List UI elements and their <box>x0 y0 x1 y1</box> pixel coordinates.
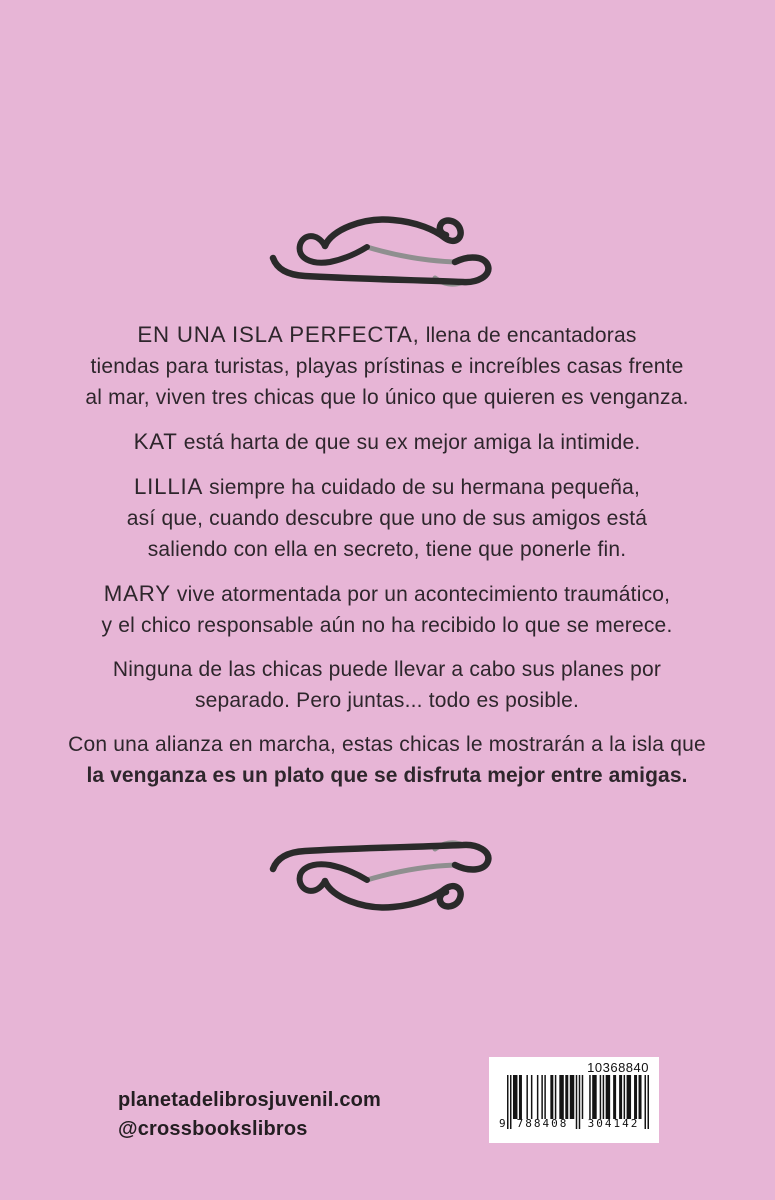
character-name: LILLIA <box>134 474 204 499</box>
synopsis-paragraph <box>37 578 737 641</box>
barcode-label <box>489 1057 659 1143</box>
body-line: y el chico responsable aún no ha recibido lo que se merece. <box>101 614 673 637</box>
barcode-digit-group2: 304142 <box>587 1117 640 1130</box>
synopsis-paragraph <box>37 319 737 413</box>
barcode-digit-group1: 788408 <box>516 1117 569 1130</box>
body-line: LILLIA siempre ha cuidado de su hermana pequeña, <box>134 474 640 499</box>
barcode-sku: 10368840 <box>587 1060 649 1075</box>
body-line: así que, cuando descubre que uno de sus amigos está <box>126 507 648 530</box>
footer <box>118 1086 381 1144</box>
synopsis-paragraph <box>37 471 737 565</box>
body-line: KAT está harta de que su ex mejor amiga la intimide. <box>133 429 641 454</box>
body-line: separado. Pero juntas... todo es posible. <box>194 689 580 712</box>
body-line: MARY vive atormentada por un acontecimiento traumático, <box>103 581 671 606</box>
synopsis-paragraph <box>37 729 737 791</box>
flourish-ornament-bottom <box>267 833 507 915</box>
synopsis-paragraph <box>37 654 737 716</box>
character-name: KAT <box>133 429 178 454</box>
body-line: EN UNA ISLA PERFECTA, llena de encantadoras <box>137 322 637 347</box>
body-line: al mar, viven tres chicas que lo único que quieren es venganza. <box>85 386 689 409</box>
website-url: planetadelibrosjuvenil.com <box>118 1089 382 1111</box>
character-name: MARY <box>103 581 171 606</box>
barcode-digits <box>499 1117 649 1130</box>
body-line: Con una alianza en marcha, estas chicas le mostrarán a la isla que <box>68 733 706 756</box>
body-line: tiendas para turistas, playas prístinas e increíbles casas frente <box>90 355 684 378</box>
synopsis-paragraph <box>37 426 737 458</box>
social-handle: @crossbookslibros <box>118 1118 308 1140</box>
body-line: la venganza es un plato que se disfruta mejor entre amigas. <box>86 764 688 787</box>
synopsis <box>37 319 737 804</box>
character-name: EN UNA ISLA PERFECTA, <box>137 322 420 347</box>
body-line: saliendo con ella en secreto, tiene que ponerle fin. <box>147 538 627 561</box>
barcode-digit-lead: 9 <box>499 1117 506 1130</box>
flourish-ornament-top <box>267 212 507 294</box>
body-line: Ninguna de las chicas puede llevar a cabo sus planes por <box>112 658 662 681</box>
